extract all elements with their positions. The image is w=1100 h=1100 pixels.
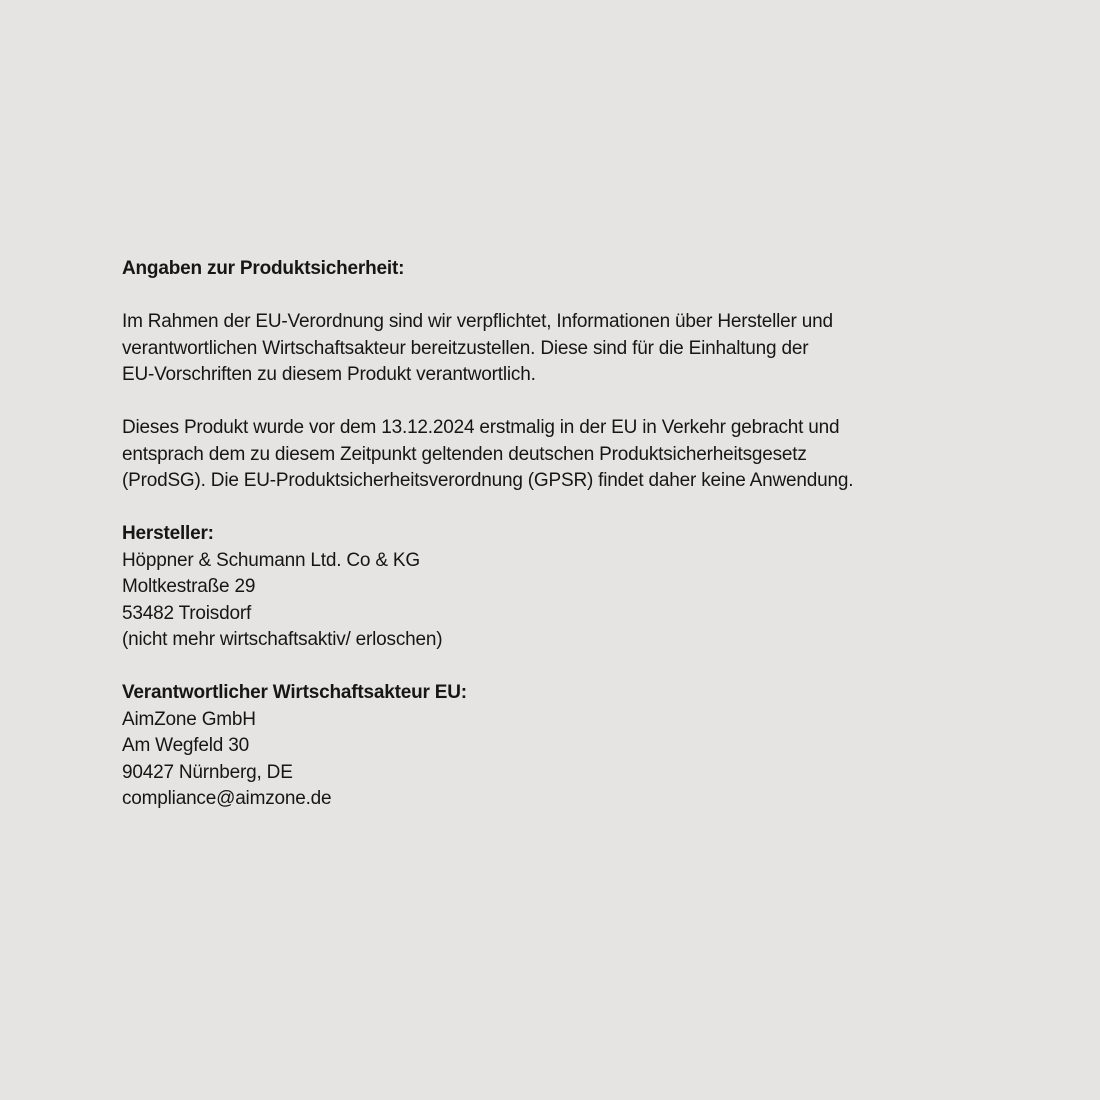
responsible-actor-city: 90427 Nürnberg, DE: [122, 761, 293, 783]
text-line: Im Rahmen der EU-Verordnung sind wir verpflichtet, Informationen über Hersteller und: [122, 311, 833, 332]
manufacturer-city: 53482 Troisdorf: [122, 602, 252, 624]
manufacturer-heading: Hersteller:: [122, 523, 214, 544]
prodsg-paragraph: [122, 415, 1042, 495]
responsible-actor-name: AimZone GmbH: [122, 708, 256, 730]
page-title: Angaben zur Produktsicherheit:: [122, 258, 405, 279]
manufacturer-status-note: (nicht mehr wirtschaftsaktiv/ erloschen): [122, 629, 443, 650]
responsible-actor-block: [122, 680, 1042, 813]
text-line: Dieses Produkt wurde vor dem 13.12.2024 erstmalig in der EU in Verkehr gebracht und: [122, 417, 840, 438]
responsible-actor-email: compliance@aimzone.de: [122, 788, 332, 809]
intro-paragraph: [122, 309, 1042, 389]
text-line: verantwortlichen Wirtschaftsakteur bereitzustellen. Diese sind für die Einhaltung der: [122, 337, 809, 359]
text-line: EU-Vorschriften zu diesem Produkt verantwortlich.: [122, 364, 536, 385]
text-line: entsprach dem zu diesem Zeitpunkt geltenden deutschen Produktsicherheitsgesetz: [122, 443, 807, 465]
manufacturer-block: [122, 521, 1042, 654]
text-line: (ProdSG). Die EU-Produktsicherheitsverordnung (GPSR) findet daher keine Anwendung.: [122, 470, 854, 491]
manufacturer-name: Höppner & Schumann Ltd. Co & KG: [122, 549, 420, 571]
responsible-actor-heading: Verantwortlicher Wirtschaftsakteur EU:: [122, 682, 467, 703]
product-safety-section: [122, 256, 1042, 839]
responsible-actor-street: Am Wegfeld 30: [122, 735, 249, 756]
manufacturer-street: Moltkestraße 29: [122, 576, 256, 597]
